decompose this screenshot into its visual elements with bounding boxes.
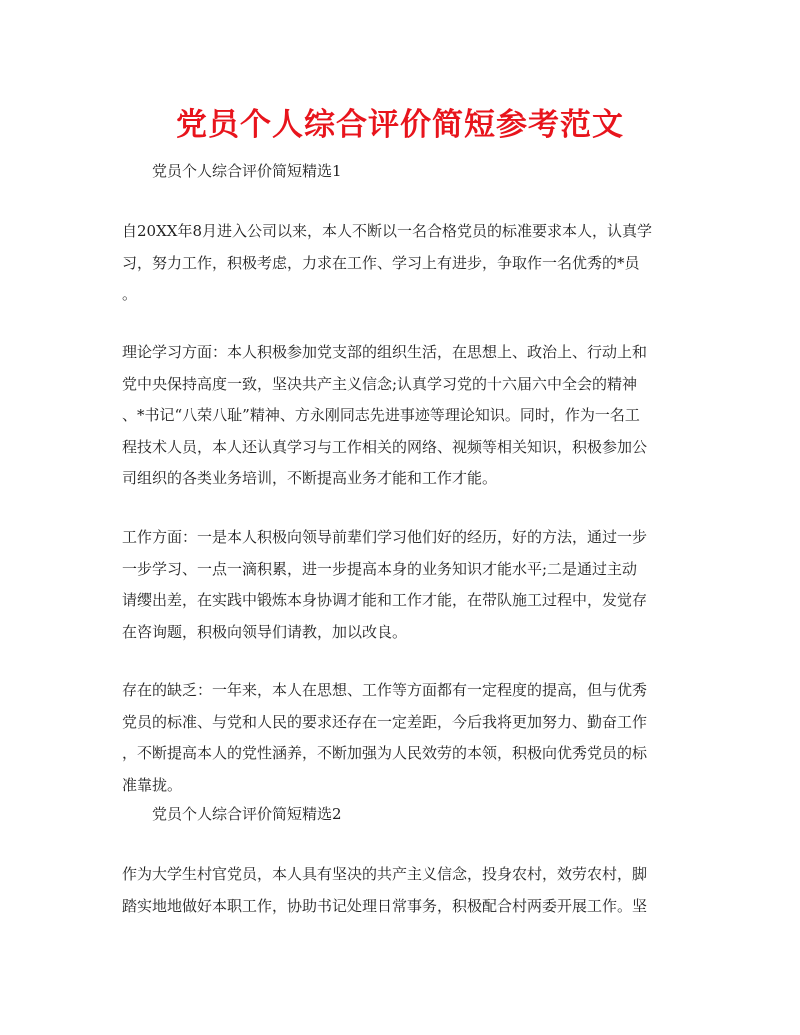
paragraph-line: 党中央保持高度一致，坚决共产主义信念;认真学习党的十六届六中全会的精神 bbox=[122, 374, 638, 393]
paragraph-line: 工作方面：一是本人积极向领导前辈们学习他们好的经历，好的方法，通过一步 bbox=[122, 528, 648, 546]
paragraph-line: 程技术人员，本人还认真学习与工作相关的网络、视频等相关知识，积极参加公 bbox=[122, 437, 648, 456]
section-heading-1: 党员个人综合评价简短精选1 bbox=[152, 162, 342, 180]
section-heading-2: 党员个人综合评价简短精选2 bbox=[152, 805, 342, 823]
paragraph-line: 准靠拢。 bbox=[122, 775, 183, 794]
paragraph-line: 存在的缺乏：一年来，本人在思想、工作等方面都有一定程度的提高，但与优秀 bbox=[122, 681, 648, 699]
paragraph-line: 习，努力工作，积极考虑，力求在工作、学习上有进步，争取作一名优秀的*员 bbox=[122, 253, 640, 272]
paragraph-2 bbox=[122, 337, 678, 495]
paragraph-line: 作为大学生村官党员，本人具有坚决的共产主义信念，投身农村，效劳农村，脚 bbox=[122, 865, 648, 883]
paragraph-line: 踏实地地做好本职工作，协助书记处理日常事务，积极配合村两委开展工作。坚 bbox=[122, 896, 648, 915]
paragraph-line: ，不断提高本人的党性涵养，不断加强为人民效劳的本领，积极向优秀党员的标 bbox=[122, 744, 648, 762]
paragraph-line: 党员的标准、与党和人民的要求还存在一定差距，今后我将更加努力、勤奋工作 bbox=[122, 712, 648, 731]
paragraph-line: 司组织的各类业务培训，不断提高业务才能和工作才能。 bbox=[122, 469, 498, 487]
paragraph-line: 在咨询题，积极向领导们请教，加以改良。 bbox=[122, 622, 408, 641]
paragraph-line: 。 bbox=[122, 285, 138, 303]
paragraph-5 bbox=[122, 859, 678, 922]
document-title: 党员个人综合评价简短参考范文 bbox=[176, 107, 624, 143]
paragraph-1 bbox=[122, 216, 678, 311]
paragraph-line: 理论学习方面：本人积极参加党支部的组织生活，在思想上、政治上、行动上和 bbox=[122, 343, 648, 361]
paragraph-line: 、*书记“八荣八耻”精神、方永刚同志先进事迹等理论知识。同时，作为一名工 bbox=[122, 406, 640, 424]
paragraph-line: 一步学习、一点一滴积累，进一步提高本身的业务知识才能水平;二是通过主动 bbox=[122, 559, 638, 578]
paragraph-line: 请缨出差，在实践中锻炼本身协调才能和工作才能，在带队施工过程中，发觉存 bbox=[122, 591, 648, 609]
paragraph-line: 自20XX年8月进入公司以来，本人不断以一名合格党员的标准要求本人，认真学 bbox=[122, 222, 652, 240]
paragraph-4 bbox=[122, 675, 678, 801]
paragraph-3 bbox=[122, 522, 678, 648]
